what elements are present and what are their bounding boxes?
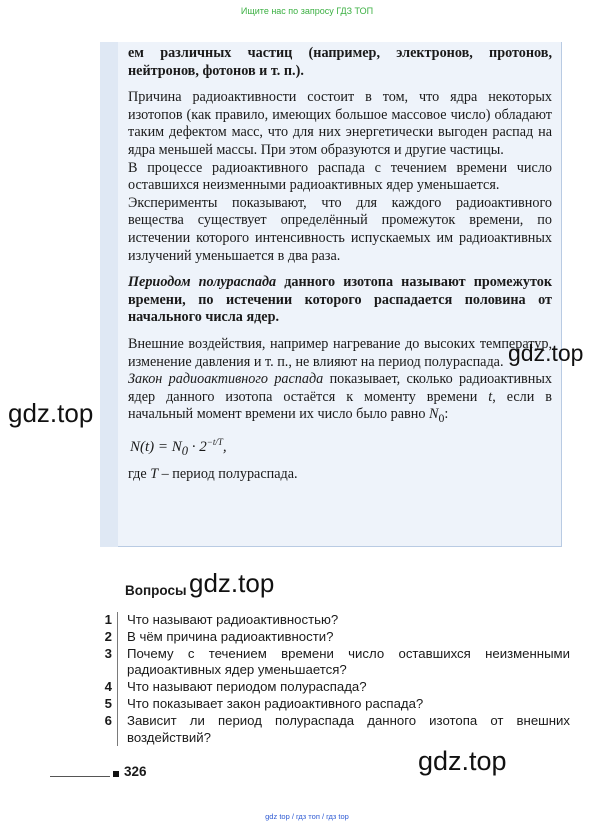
law-text-a: показывает, сколько радиоактивных ядер данного изотопа остаётся к моменту времени xyxy=(128,371,552,405)
paragraph-experiments: Эксперименты показывают, что для каждого радиоактивного вещества существует определённый промежуток времени, по истечении которого интенсивность испускаемых им радиоактивных излучений уменьшается в два раза. xyxy=(128,194,552,264)
question-text: Что показывает закон радиоактивного распада? xyxy=(127,695,424,711)
formula-end: , xyxy=(222,438,227,455)
watermark: gdz.top xyxy=(418,746,507,776)
law-n0: N xyxy=(428,406,439,423)
paragraph-law xyxy=(128,371,552,428)
page-number: 326 xyxy=(124,764,147,779)
where-a: где xyxy=(128,466,151,483)
law-text-b: , если в начальный момент времени их число было равно xyxy=(128,388,552,423)
question-text: Зависит ли период полураспада данного изотопа от внешних воздействий? xyxy=(127,712,570,745)
question-text: Почему с течением времени число оставшихся неизменными радиоактивных ядер уменьшается? xyxy=(127,645,570,678)
formula-mid: · 2 xyxy=(188,438,207,455)
watermark: gdz.top xyxy=(508,340,584,366)
paragraph-where xyxy=(128,466,552,484)
law-n0-sub: 0 xyxy=(438,411,445,426)
where-T: T xyxy=(150,466,159,483)
formula-sub: 0 xyxy=(181,443,189,458)
law-t: t xyxy=(488,388,493,405)
watermark: gdz.top xyxy=(8,398,94,428)
question-text: В чём причина радиоактивности? xyxy=(127,628,334,644)
question-number: 6 xyxy=(104,712,112,728)
watermark: gdz.top xyxy=(189,568,275,598)
list-item xyxy=(100,713,570,747)
paragraph-decay: В процессе радиоактивного распада с течением времени число оставшихся неизменными радиоактивных ядер уменьшается. xyxy=(128,159,552,194)
formula-lhs: N(t) = N xyxy=(130,438,182,455)
half-life-definition xyxy=(128,274,552,327)
paragraph-external: Внешние воздействия, например нагревание до высоких температур, изменение давления и т. п., не влияют на период полураспада. xyxy=(128,335,552,370)
half-life-rest: данного изотопа называют промежуток времени, по истечении которого распадается половина от начального числа ядер. xyxy=(128,274,553,326)
bottom-banner: gdz top / гдз топ / гдз top xyxy=(265,812,349,821)
question-text: Что называют радиоактивностью? xyxy=(127,612,339,627)
list-item xyxy=(100,629,570,646)
law-colon: : xyxy=(444,406,449,423)
top-banner: Ищите нас по запросу ГДЗ ТОП xyxy=(240,6,374,16)
question-text: Что называют периодом полураспада? xyxy=(127,679,367,695)
formula-exponent: −t/T xyxy=(206,436,223,447)
decay-formula xyxy=(130,434,552,461)
lead-bold-text: ем различных частиц (например, электронов, протонов, нейтронов, фотонов и т. п.). xyxy=(128,45,552,79)
list-item xyxy=(100,679,570,696)
list-item xyxy=(100,646,570,680)
questions-list xyxy=(100,612,570,746)
question-number: 3 xyxy=(104,645,112,661)
footer-square-icon xyxy=(113,771,119,777)
footer-rule xyxy=(50,776,110,777)
list-item xyxy=(100,612,570,629)
questions-title: Вопросы xyxy=(125,583,187,598)
law-term: Закон радиоактивного распада xyxy=(128,371,324,388)
paragraph-cause: Причина радиоактивности состоит в том, что ядра некоторых изотопов (как правило, имеющих большое массовое число) обладают таким дефектом масс, что для них энергетически выгоден распад на ядра меньшей массы. При этом образуются и другие частицы. xyxy=(128,89,552,158)
where-b: – период полураспада. xyxy=(158,466,298,483)
question-number: 4 xyxy=(104,679,112,695)
half-life-term: Периодом полураспада xyxy=(128,274,277,291)
question-number: 5 xyxy=(104,695,112,711)
theory-content xyxy=(128,45,552,484)
list-item xyxy=(100,696,570,713)
question-number: 1 xyxy=(104,612,112,627)
question-number: 2 xyxy=(104,628,112,644)
